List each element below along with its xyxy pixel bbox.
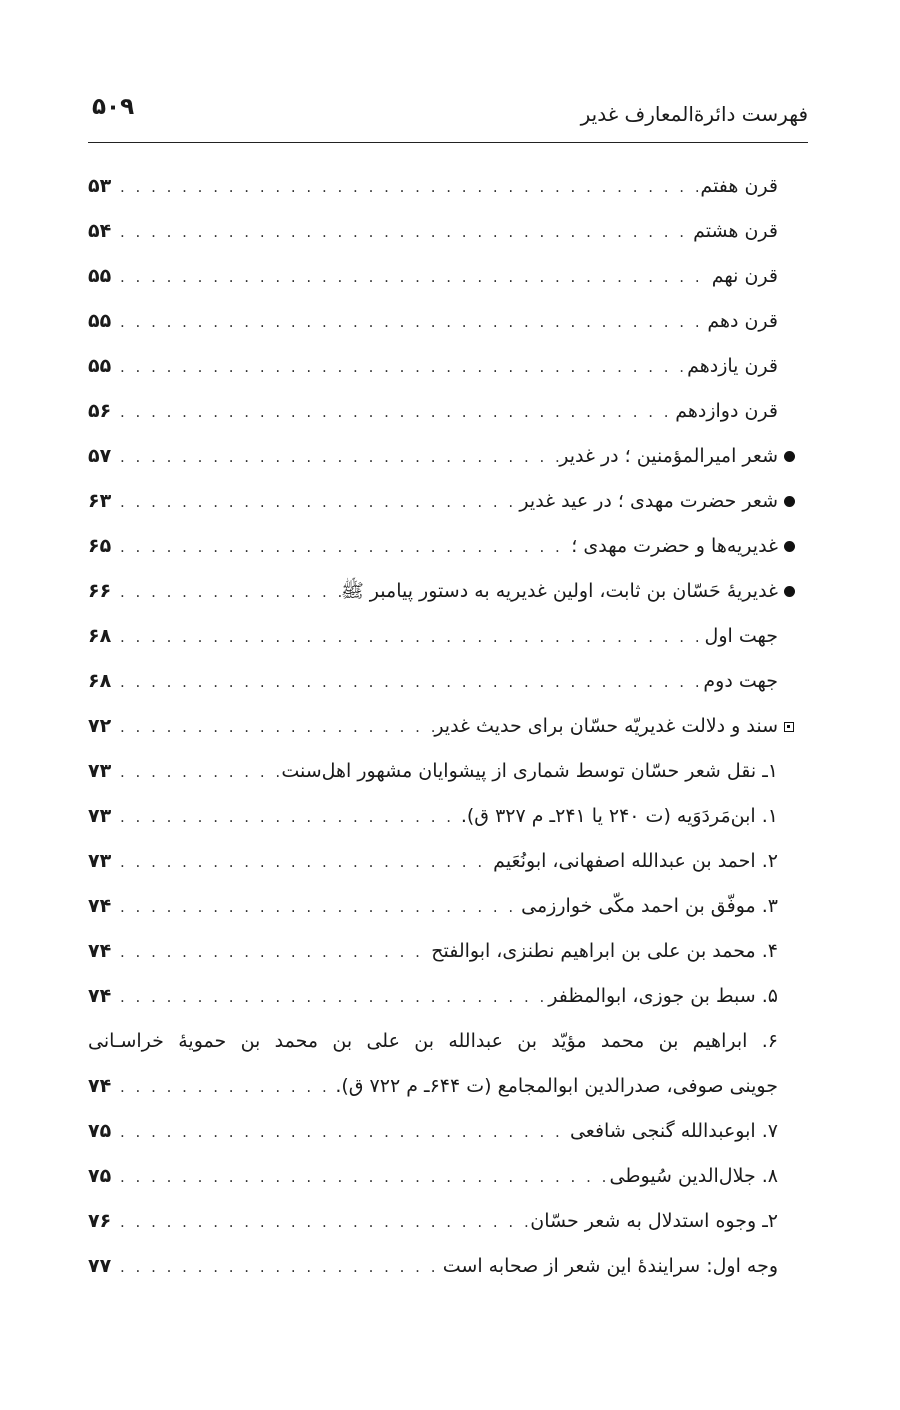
dot-leader [116,660,703,705]
toc-page-number: ۷۳ [88,760,112,782]
toc-entry [88,569,800,614]
dot-leader [116,1065,335,1110]
dot-leader [116,300,707,345]
toc-page-number: ۶۵ [88,535,112,557]
dot-leader [116,1110,570,1155]
dot-leader [116,885,521,930]
toc-page-number: ۵۷ [88,445,112,467]
toc-entry-title: ۲ـ وجوه استدلال به شعر حسّان [530,1210,778,1232]
toc-page-number: ۶۸ [88,670,112,692]
toc-entry-title: قرن دوازدهم [675,400,778,422]
toc-page-number: ۵۶ [88,400,112,422]
toc-entry [88,884,778,929]
toc-page-number: ۵۴ [88,220,112,242]
toc-entry-title: شعر حضرت مهدی ؛ در عید غدیر [519,490,778,512]
toc-page-number: ۶۳ [88,490,112,512]
dot-leader [116,390,675,435]
toc-entry [88,974,778,1019]
toc-entry-title: قرن نهم [711,265,778,287]
toc-entry-title: ۵. سبط بن جوزی، ابوالمظفر [548,985,778,1007]
toc-page-number: ۶۸ [88,625,112,647]
dot-leader [116,345,687,390]
toc-entry-title: جهت اول [704,625,778,647]
toc-page-number: ۷۵ [88,1120,112,1142]
toc-entry-title: ۶. ابراهیم بن محمد مؤیّد بن عبدالله بن علی بن محمد بن حمویهٔ خراسـانی [88,1030,778,1052]
table-of-contents [88,164,778,1289]
dot-leader [116,435,559,480]
toc-entry-title: قرن دهم [707,310,778,332]
toc-entry-title: ۱. ابن‌مَردَوَیه (ت ۲۴۰ یا ۲۴۱ـ م ۳۲۷ ق). [460,805,778,827]
toc-entry [88,254,778,299]
toc-entry-title: قرن هشتم [693,220,778,242]
dot-leader [116,840,493,885]
dot-leader [116,975,548,1020]
toc-entry [88,749,778,794]
toc-entry-title: غدیریهٔ حَسّان بن ثابت، اولین غدیریه به دستور پیامبر ﷺ [340,580,778,602]
toc-entry-title: ۲. احمد بن عبدالله اصفهانی، ابونُعَیم [493,850,778,872]
dot-leader [116,1245,443,1290]
toc-entry-title: جوینی صوفی، صدرالدین ابوالمجامع (ت ۶۴۴ـ م ۷۲۲ ق). [335,1075,778,1097]
toc-page-number: ۵۵ [88,355,112,377]
page-number: ۵۰۹ [92,94,135,120]
dot-leader [116,480,519,525]
toc-page-number: ۷۳ [88,850,112,872]
dot-leader [116,210,693,255]
toc-entry [88,164,778,209]
dot-leader [116,795,461,840]
toc-entry-title: وجه اول: سرایندهٔ این شعر از صحابه است [442,1255,778,1277]
toc-entry-title: غدیریه‌ها و حضرت مهدی ؛ [571,535,778,557]
toc-entry [88,929,778,974]
toc-entry [88,524,800,569]
dot-leader [116,1155,610,1200]
toc-entry [88,344,778,389]
toc-page-number: ۷۵ [88,1165,112,1187]
toc-entry [88,794,778,839]
toc-entry-title: قرن هفتم [700,175,778,197]
toc-entry [88,1244,778,1289]
dot-leader [116,930,431,975]
toc-page-number: ۷۴ [88,940,112,962]
running-header [88,92,808,136]
toc-entry [88,614,778,659]
toc-entry [88,299,778,344]
toc-entry-title: ۷. ابوعبدالله گنجی شافعی [569,1120,778,1142]
running-header-title: فهرست دائرةالمعارف غدیر [580,102,808,126]
toc-entry-title: ۸. جلال‌الدین سُیوطی [609,1165,778,1187]
toc-page-number: ۵۳ [88,175,112,197]
toc-entry [88,434,800,479]
toc-page-number: ۷۴ [88,895,112,917]
square-bullet-icon [784,722,794,732]
toc-entry-title: ۴. محمد بن علی بن ابراهیم نطنزی، ابوالفتح [431,940,778,962]
toc-entry [88,209,778,254]
toc-entry [88,1154,778,1199]
dot-leader [116,525,571,570]
dot-leader [116,1200,530,1245]
toc-entry-title: جهت دوم [703,670,778,692]
toc-page-number: ۵۵ [88,310,112,332]
toc-entry [88,704,800,749]
dot-leader [116,165,700,210]
toc-page-number: ۶۶ [88,580,112,602]
toc-page-number: ۷۶ [88,1210,112,1232]
dot-leader [116,750,281,795]
toc-entry [88,839,778,884]
toc-entry [88,1109,778,1154]
toc-entry [88,479,800,524]
toc-page-number: ۵۵ [88,265,112,287]
header-divider [88,142,808,143]
dot-leader [116,705,434,750]
bullet-icon [784,541,795,552]
bullet-icon [784,451,795,462]
dot-leader [116,570,341,615]
bullet-icon [784,586,795,597]
toc-entry-title: قرن یازدهم [687,355,778,377]
toc-page-number: ۷۷ [88,1255,112,1277]
toc-entry-title: سند و دلالت غدیریّه حسّان برای حدیث غدیر [434,715,778,737]
toc-entry [88,659,778,704]
toc-entry [88,1199,778,1244]
toc-page-number: ۷۴ [88,1075,112,1097]
toc-entry [88,389,778,434]
toc-page-number: ۷۲ [88,715,112,737]
toc-entry [88,1019,778,1064]
dot-leader [116,255,712,300]
dot-leader [116,615,705,660]
toc-page-number: ۷۴ [88,985,112,1007]
bullet-icon [784,496,795,507]
toc-page-number: ۷۳ [88,805,112,827]
toc-entry-title: ۱ـ نقل شعر حسّان توسط شماری از پیشوایان مشهور اهل‌سنت [281,760,778,782]
toc-entry [88,1064,778,1109]
toc-entry-title: ۳. موفّق بن احمد مکّی خوارزمی [521,895,778,917]
toc-entry-title: شعر امیرالمؤمنین ؛ در غدیر [559,445,778,467]
